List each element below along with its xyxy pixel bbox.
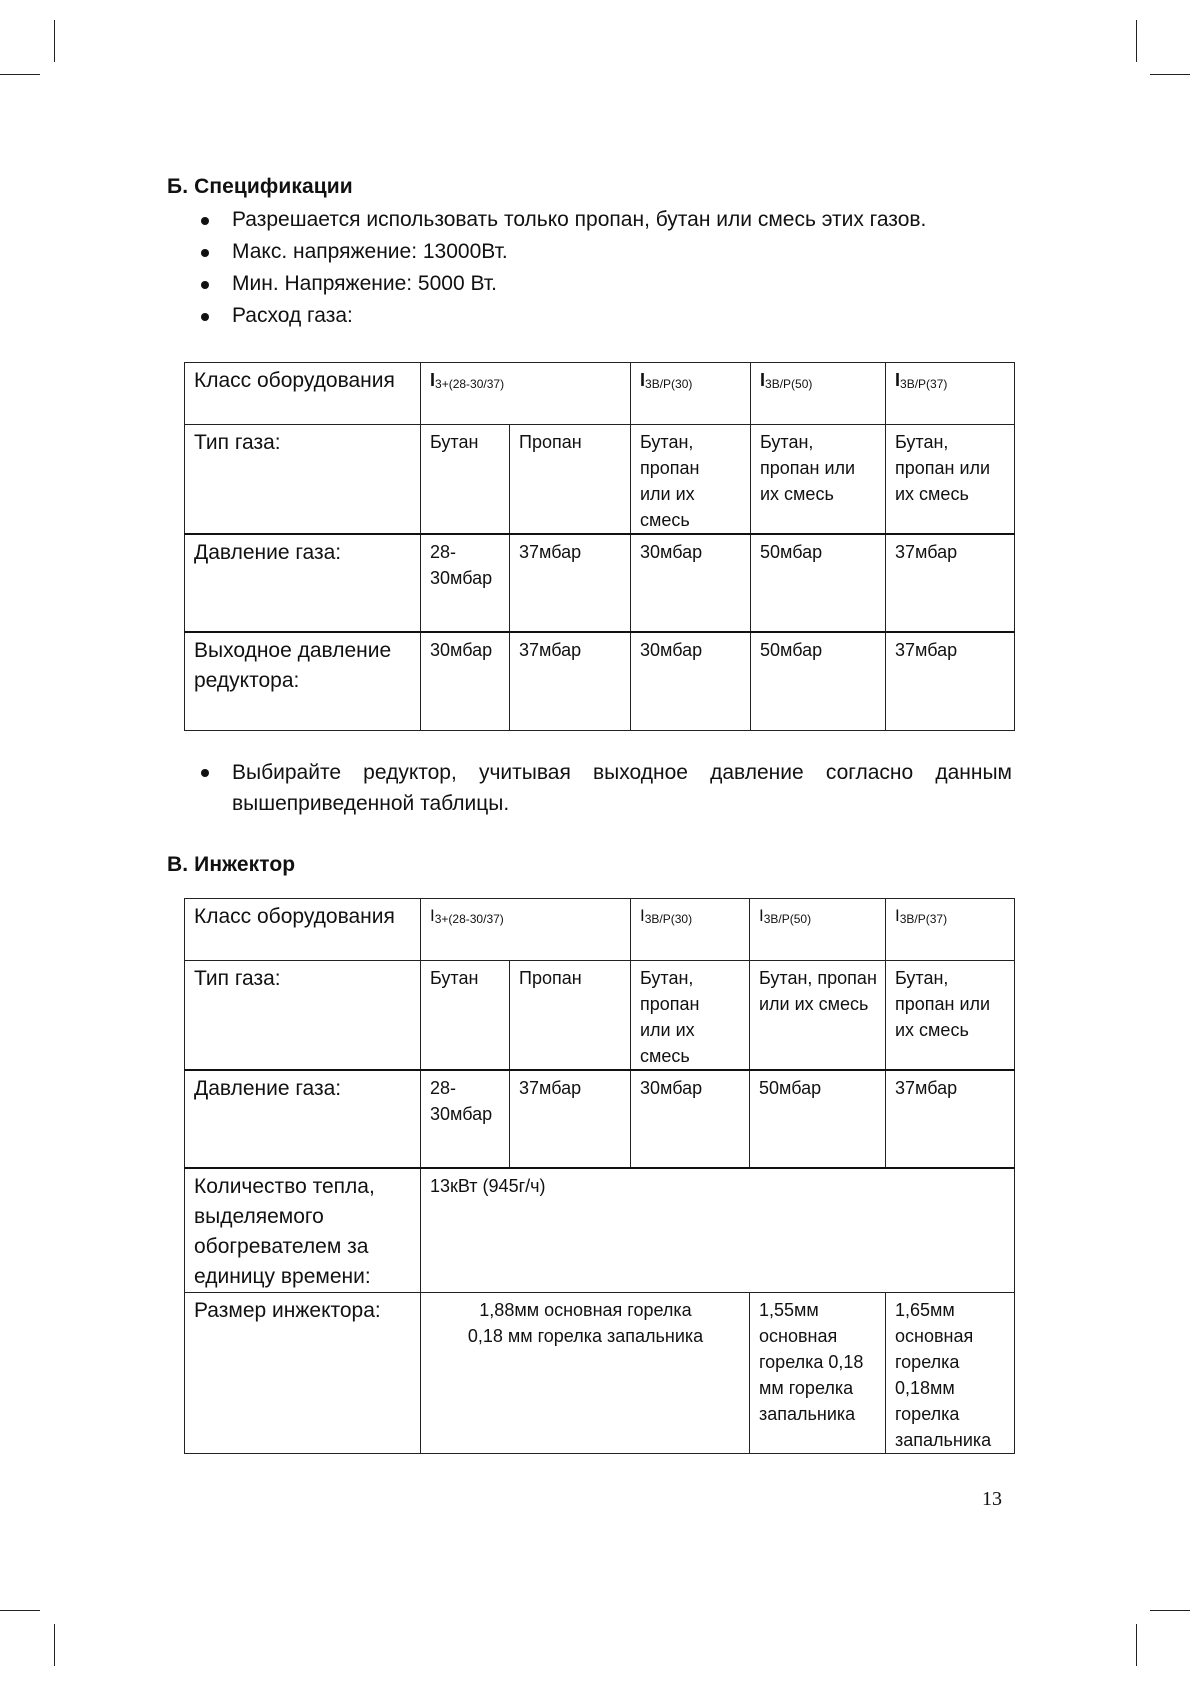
class-i3bp37: $I_{3B/P(37)}$ [886, 363, 1015, 425]
heat-output-value: 13кВт (945г/ч) [421, 1168, 1015, 1293]
table-cell: Бутан [421, 425, 510, 535]
list-item: Выбирайте редуктор, учитывая выходное давление согласно данным вышеприведенной таблицы. [167, 757, 1012, 819]
table-row [185, 1070, 1015, 1168]
page-number: 13 [982, 1488, 1002, 1510]
section-b-title: Б. Спецификации [167, 175, 353, 198]
heat-output-label: Количество тепла, выделяемого обогревателем за единицу времени: [185, 1168, 421, 1293]
table-cell: 37мбар [510, 632, 631, 730]
class-i3bp30: $I_{3B/P(30)}$ [631, 363, 751, 425]
list-item: Макс. напряжение: 13000Вт. [167, 236, 926, 268]
table-cell: Бутан, пропан или их смесь [631, 961, 750, 1071]
class-i3bp30: $I_{3B/P(30)}$ [631, 899, 750, 961]
gas-type-label: Тип газа: [185, 961, 421, 1071]
table-row [185, 534, 1015, 632]
table-cell: 37мбар [886, 1070, 1015, 1168]
table-cell: 37мбар [510, 1070, 631, 1168]
table-cell: 37мбар [510, 534, 631, 632]
table-cell: Бутан, пропан или их смесь [751, 425, 886, 535]
table-cell: Пропан [510, 425, 631, 535]
table-cell: Бутан [421, 961, 510, 1071]
table-cell: Пропан [510, 961, 631, 1071]
table-row [185, 1168, 1015, 1293]
injector-size-label: Размер инжектора: [185, 1293, 421, 1454]
gas-pressure-label: Давление газа: [185, 534, 421, 632]
crop-mark [0, 1610, 40, 1611]
section-v-title: В. Инжектор [167, 853, 296, 876]
table-cell: 50мбар [751, 632, 886, 730]
table-row [185, 961, 1015, 1071]
table-cell: 28-30мбар [421, 534, 510, 632]
class-i3plus: $I_{3+(28-30/37)}$ [421, 899, 631, 961]
gas-type-label: Тип газа: [185, 425, 421, 535]
table-cell: 37мбар [886, 632, 1015, 730]
table-cell: Бутан, пропан или их смесь [886, 961, 1015, 1071]
table-cell: 30мбар [631, 1070, 750, 1168]
table-cell: 28-30мбар [421, 1070, 510, 1168]
outlet-pressure-label: Выходное давление редуктора: [185, 632, 421, 730]
crop-mark [54, 20, 55, 62]
injector-size-37: 1,65мм основная горелка 0,18мм горелка запальника [886, 1293, 1015, 1454]
spec-bullet-list [167, 204, 926, 332]
table-cell: 50мбар [751, 534, 886, 632]
class-label: Класс оборудования [185, 899, 421, 961]
crop-mark [0, 74, 40, 75]
list-item: Разрешается использовать только пропан, бутан или смесь этих газов. [167, 204, 926, 236]
table-row [185, 425, 1015, 535]
table-cell: 30мбар [631, 534, 751, 632]
injector-size-50: 1,55мм основная горелка 0,18 мм горелка запальника [750, 1293, 886, 1454]
table-row [185, 899, 1015, 961]
gas-pressure-label: Давление газа: [185, 1070, 421, 1168]
crop-mark [1150, 1610, 1190, 1611]
table-cell: 50мбар [750, 1070, 886, 1168]
injector-pilot-line: 0,18 мм горелка запальника [467, 1326, 704, 1346]
class-i3bp50: $I_{3B/P(50)}$ [751, 363, 886, 425]
crop-mark [1136, 20, 1137, 62]
table-row [185, 363, 1015, 425]
table-row [185, 1293, 1015, 1454]
injector-table [184, 898, 1015, 1454]
injector-main-line: 1,88мм основная горелка [479, 1300, 692, 1320]
reducer-note [167, 757, 1012, 819]
class-i3bp50: $I_{3B/P(50)}$ [750, 899, 886, 961]
gas-consumption-table [184, 362, 1015, 731]
table-cell: 30мбар [421, 632, 510, 730]
crop-mark [54, 1624, 55, 1666]
table-cell: 37мбар [886, 534, 1015, 632]
table-cell: Бутан, пропан или их смесь [750, 961, 886, 1071]
table-cell: Бутан, пропан или их смесь [886, 425, 1015, 535]
table-cell: Бутан, пропан или их смесь [631, 425, 751, 535]
table-cell: 30мбар [631, 632, 751, 730]
class-label: Класс оборудования [185, 363, 421, 425]
crop-mark [1136, 1624, 1137, 1666]
injector-size-main [421, 1293, 750, 1454]
list-item: Мин. Напряжение: 5000 Вт. [167, 268, 926, 300]
class-i3plus: $I_{3+(28-30/37)}$ [421, 363, 631, 425]
list-item: Расход газа: [167, 300, 926, 332]
table-row [185, 632, 1015, 730]
crop-mark [1150, 74, 1190, 75]
class-i3bp37: $I_{3B/P(37)}$ [886, 899, 1015, 961]
